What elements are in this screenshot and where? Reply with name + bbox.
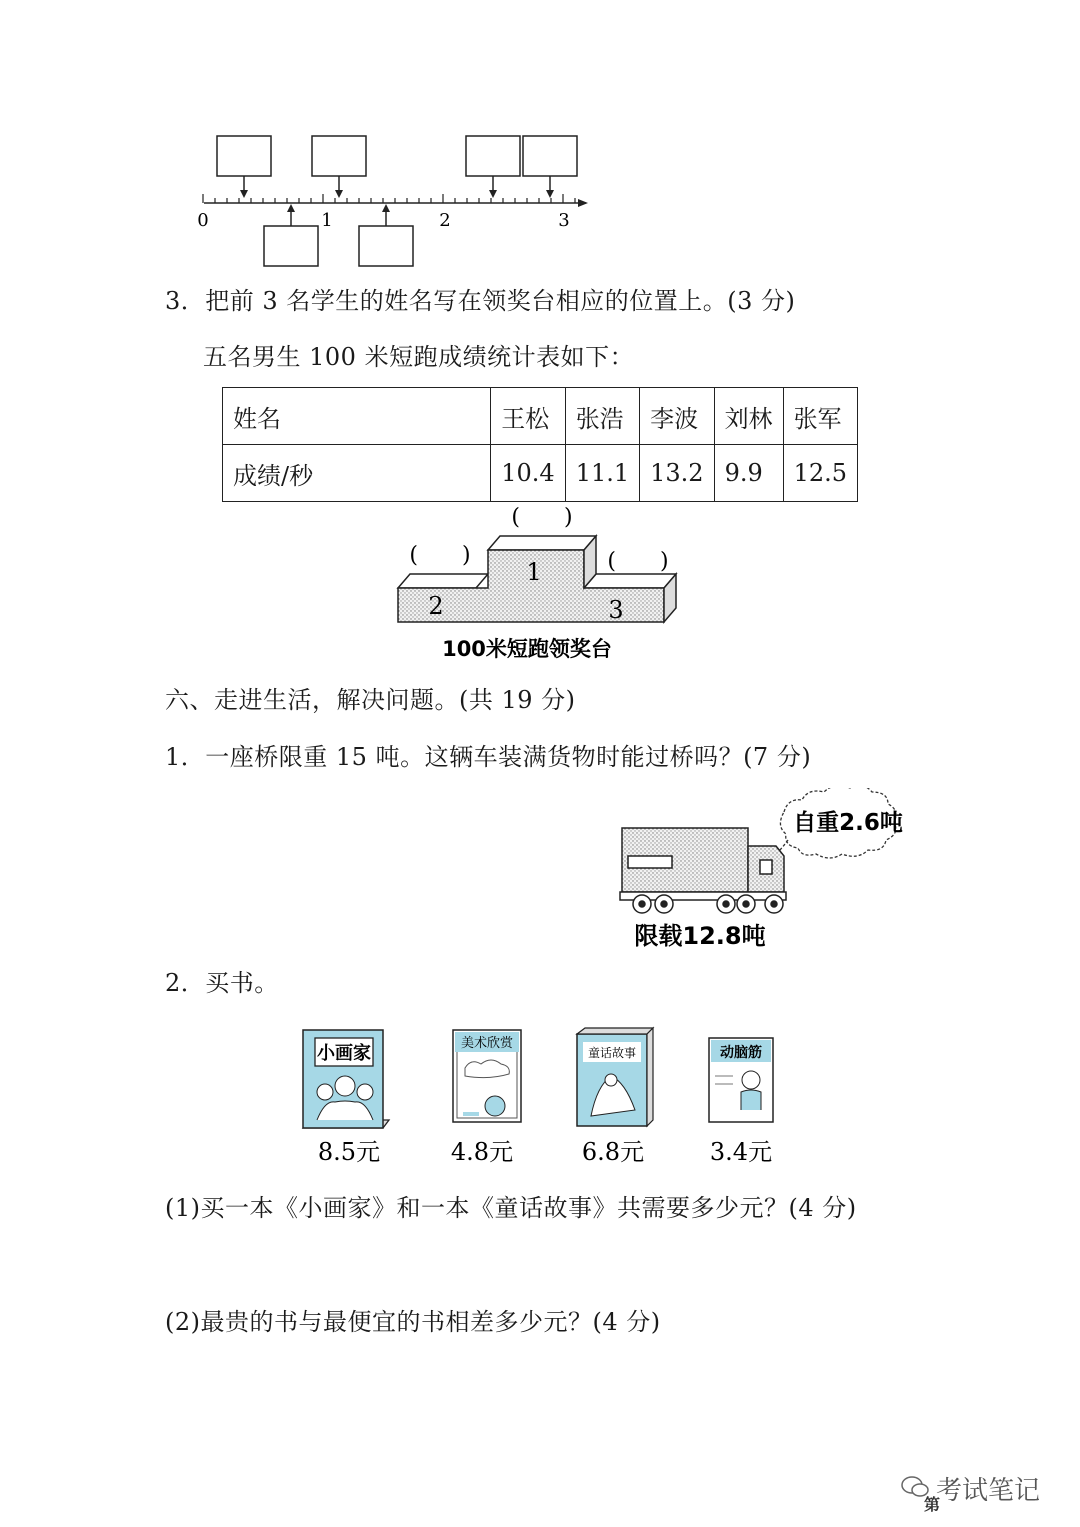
book-price: 6.8元 xyxy=(581,1138,645,1166)
book-cover-title: 小画家 xyxy=(317,1043,371,1064)
score-cell: 9.9 xyxy=(714,445,783,502)
tick-label: 0 xyxy=(197,210,209,231)
place-number: 1 xyxy=(526,558,542,586)
table-row xyxy=(223,388,858,445)
table-row xyxy=(223,445,858,502)
answer-box[interactable] xyxy=(359,226,413,266)
answer-blank[interactable]: ( ) xyxy=(607,549,669,574)
score-cell: 10.4 xyxy=(491,445,565,502)
book-cover-title: 动脑筋 xyxy=(720,1045,762,1061)
answer-blank[interactable]: ( ) xyxy=(409,543,471,568)
section-title: 六、走进生活，解决问题。(共 19 分) xyxy=(165,686,576,714)
tick-label: 1 xyxy=(321,210,333,231)
book xyxy=(303,1030,389,1128)
tick-label: 3 xyxy=(558,210,570,231)
name-cell: 张军 xyxy=(783,388,857,445)
book xyxy=(709,1038,773,1122)
question-2-title: 2．买书。 xyxy=(165,969,279,997)
name-cell: 刘林 xyxy=(714,388,783,445)
answer-box[interactable] xyxy=(466,136,520,176)
book-price: 3.4元 xyxy=(709,1138,773,1166)
answer-box[interactable] xyxy=(264,226,318,266)
row-header: 姓名 xyxy=(223,388,491,445)
page-label: 第 xyxy=(924,1495,941,1514)
score-cell: 13.2 xyxy=(640,445,714,502)
book xyxy=(577,1028,653,1126)
name-cell: 李波 xyxy=(640,388,714,445)
name-cell: 王松 xyxy=(491,388,565,445)
book xyxy=(453,1030,521,1122)
book-cover-title: 童话故事 xyxy=(587,1046,637,1060)
results-table xyxy=(222,387,858,502)
score-cell: 12.5 xyxy=(783,445,857,502)
score-cell: 11.1 xyxy=(565,445,639,502)
truck-illustration xyxy=(612,788,922,952)
table-intro: 五名男生 100 米短跑成绩统计表如下： xyxy=(203,343,635,371)
book-price: 4.8元 xyxy=(450,1138,514,1166)
answer-blank[interactable]: ( ) xyxy=(511,505,573,530)
question-3-title: 3．把前 3 名学生的姓名写在领奖台相应的位置上。(3 分) xyxy=(165,287,796,315)
tick-label: 2 xyxy=(439,210,451,231)
row-header: 成绩/秒 xyxy=(223,445,491,502)
place-number: 2 xyxy=(428,592,444,620)
name-cell: 张浩 xyxy=(565,388,639,445)
book-cover-title: 美术欣赏 xyxy=(460,1036,514,1051)
podium-illustration xyxy=(390,502,690,662)
self-weight-label: 自重2.6吨 xyxy=(793,810,903,836)
place-number: 3 xyxy=(608,596,624,624)
answer-box[interactable] xyxy=(312,136,366,176)
question-1-title: 1．一座桥限重 15 吨。这辆车装满货物时能过桥吗？(7 分) xyxy=(165,743,812,771)
sub-question-2: (2)最贵的书与最便宜的书相差多少元？(4 分) xyxy=(165,1308,661,1336)
watermark-text: 考试笔记 xyxy=(936,1476,1041,1506)
answer-box[interactable] xyxy=(523,136,577,176)
watermark xyxy=(898,1470,1058,1514)
load-limit-label: 限载12.8吨 xyxy=(634,922,766,950)
book-price: 8.5元 xyxy=(317,1138,381,1166)
answer-box[interactable] xyxy=(217,136,271,176)
podium-caption: 100米短跑领奖台 xyxy=(442,637,612,661)
sub-question-1: (1)买一本《小画家》和一本《童话故事》共需要多少元？(4 分) xyxy=(165,1194,857,1222)
books-illustration xyxy=(295,1020,795,1170)
number-line xyxy=(190,128,600,270)
